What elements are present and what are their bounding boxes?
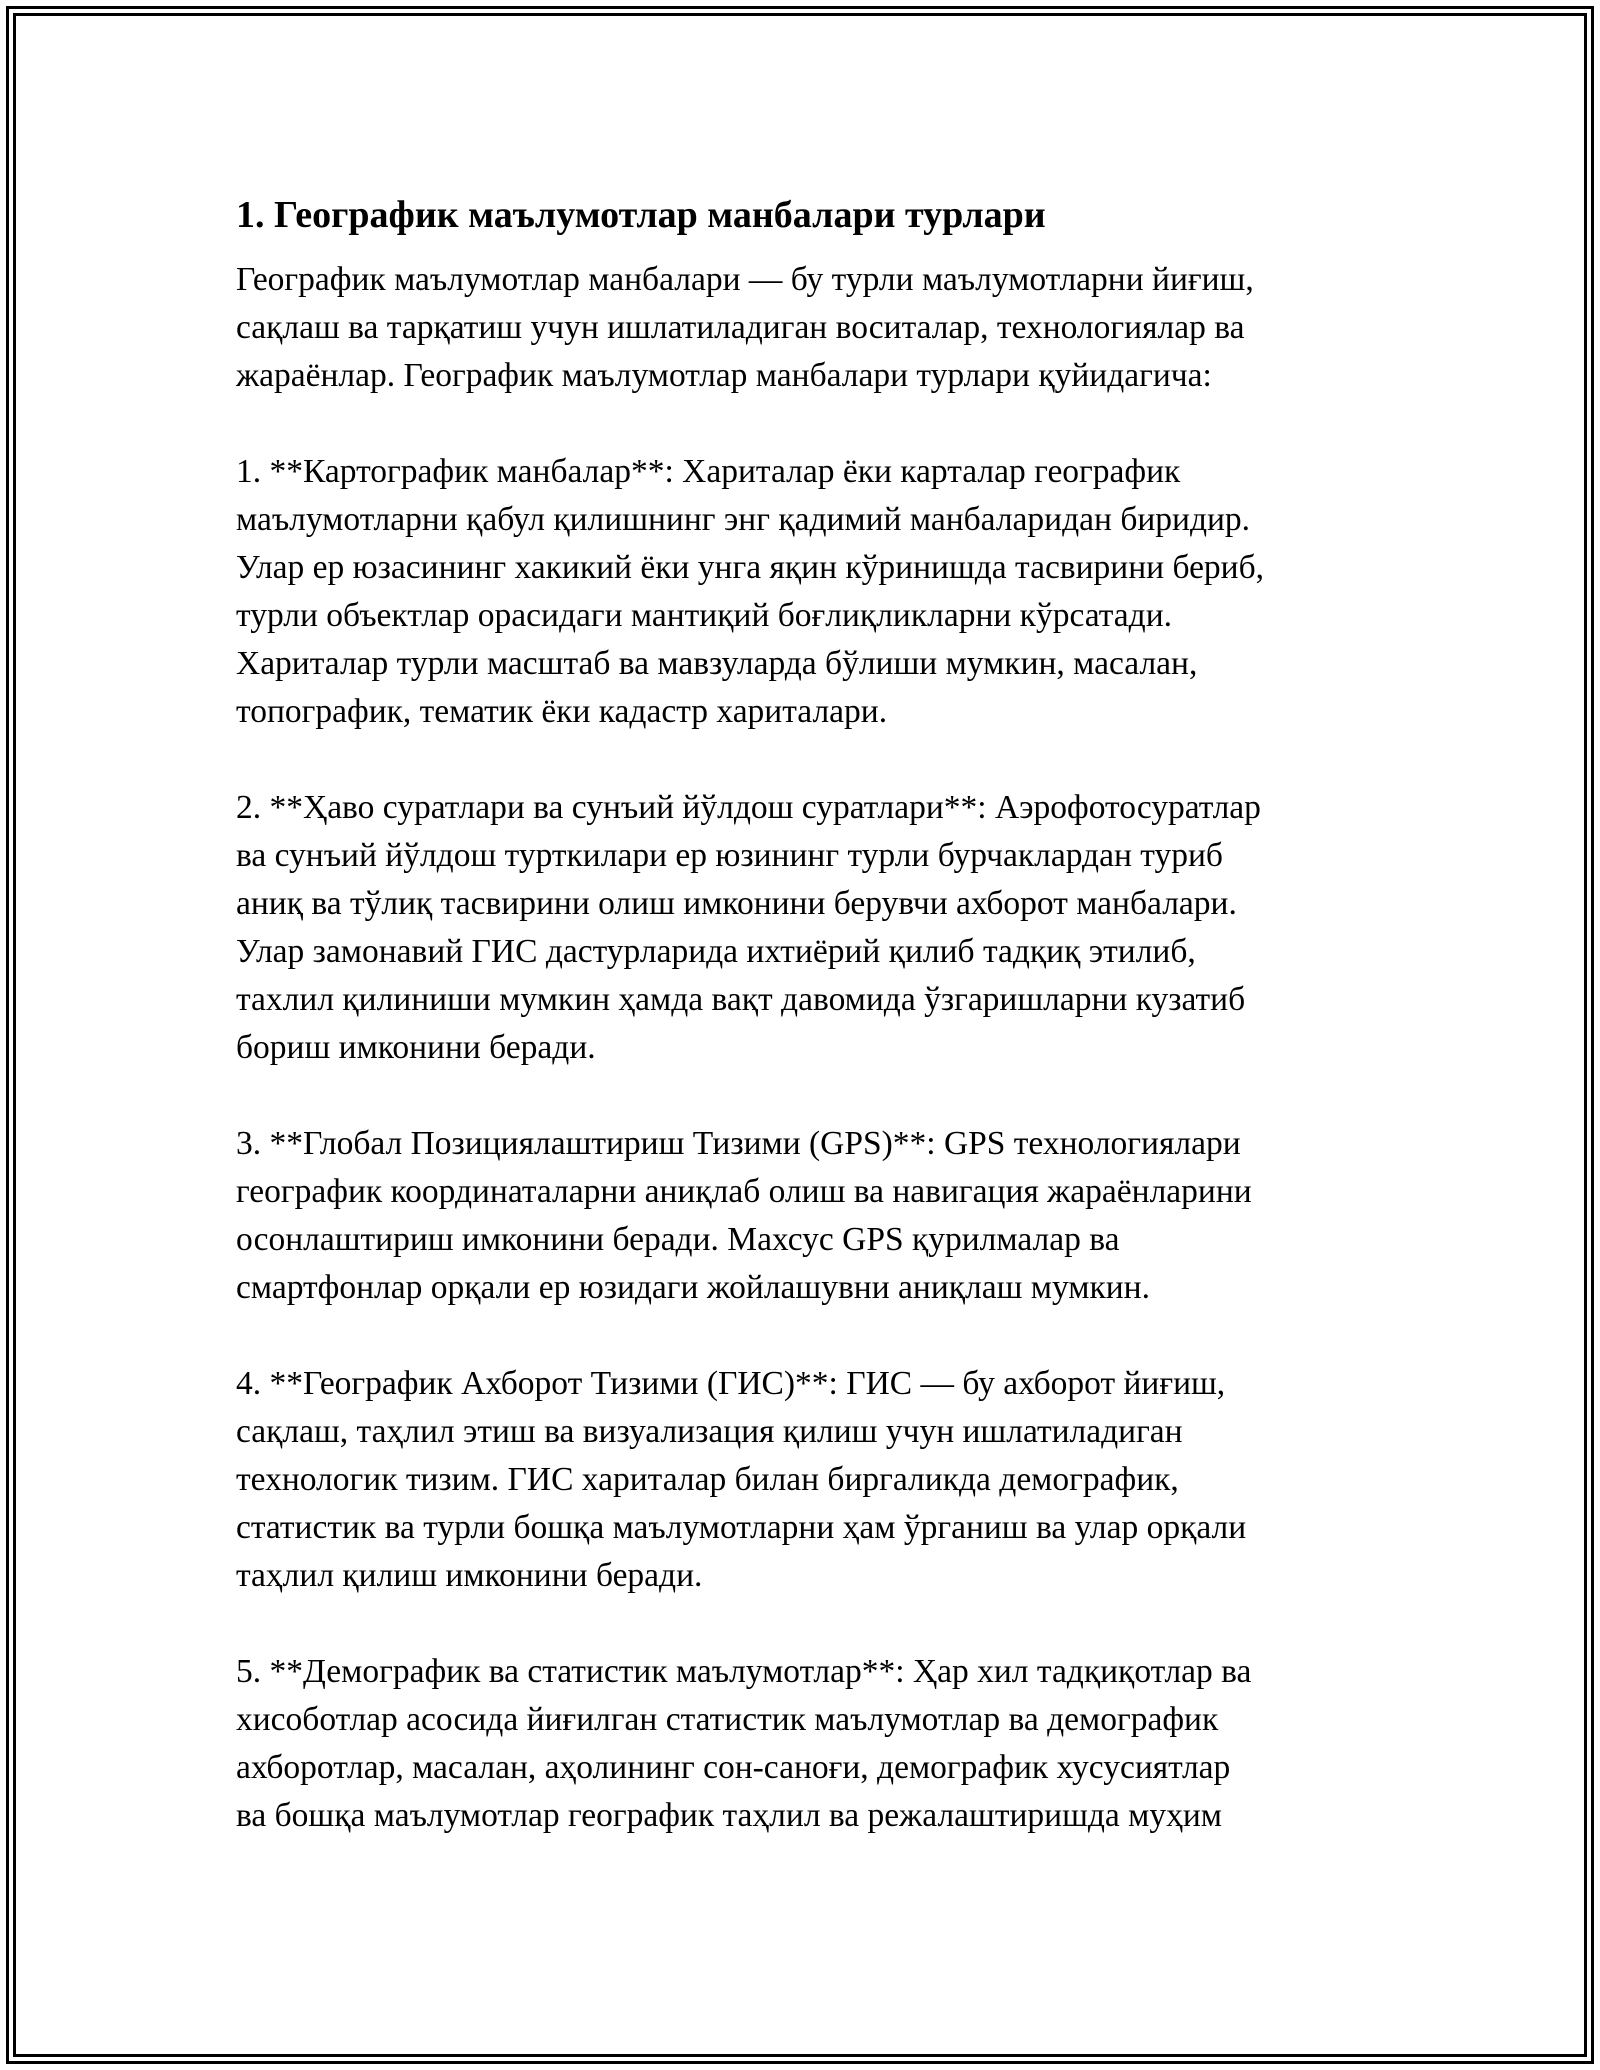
text-line: ахборотлар, масалан, аҳолининг сон-саноғи, демографик хусусиятлар <box>236 1749 1231 1786</box>
text-line: маълумотларни қабул қилишнинг энг қадимий манбаларидан биридир. <box>236 501 1251 538</box>
text-line: турли объектлар орасидаги мантиқий боғлиқликларни кўрсатади. <box>236 597 1173 634</box>
text-line: 4. **Географик Ахборот Тизими (ГИС)**: ГИС — бу ахборот йиғиш, <box>236 1365 1226 1402</box>
text-line: Улар ер юзасининг хакикий ёки унга яқин кўринишда тасвирини бериб, <box>236 549 1265 586</box>
text-line: сақлаш, таҳлил этиш ва визуализация қилиш учун ишлатиладиган <box>236 1413 1183 1450</box>
text-line: ва бошқа маълумотлар географик таҳлил ва режалаштиришда муҳим <box>236 1797 1222 1834</box>
list-item-gps <box>236 1120 1376 1312</box>
text-line: Хариталар турли масштаб ва мавзуларда бўлиши мумкин, масалан, <box>236 645 1198 682</box>
text-line: 3. **Глобал Позициялаштириш Тизими (GPS)**: GPS технологиялари <box>236 1125 1241 1162</box>
text-line: хисоботлар асосида йиғилган статистик маълумотлар ва демографик <box>236 1701 1219 1738</box>
text-line: осонлаштириш имконини беради. Махсус GPS қурилмалар ва <box>236 1221 1120 1258</box>
list-item-gis <box>236 1360 1376 1600</box>
text-line: тахлил қилиниши мумкин ҳамда вақт давомида ўзгаришларни кузатиб <box>236 981 1246 1018</box>
text-line: Географик маълумотлар манбалари — бу турли маълумотларни йиғиш, <box>236 261 1254 298</box>
document-body <box>236 188 1376 1888</box>
list-item-cartographic-sources <box>236 448 1376 736</box>
text-line: аниқ ва тўлиқ тасвирини олиш имконини берувчи ахборот манбалари. <box>236 885 1237 922</box>
text-line: смартфонлар орқали ер юзидаги жойлашувни аниқлаш мумкин. <box>236 1269 1150 1306</box>
intro-paragraph <box>236 256 1376 400</box>
text-line: жараёнлар. Географик маълумотлар манбалари турлари қуйидагича: <box>236 357 1212 394</box>
text-line: сақлаш ва тарқатиш учун ишлатиладиган воситалар, технологиялар ва <box>236 309 1245 346</box>
text-line: таҳлил қилиш имконини беради. <box>236 1557 703 1594</box>
text-line: 1. **Картографик манбалар**: Хариталар ёки карталар географик <box>236 453 1181 490</box>
text-line: бориш имконини беради. <box>236 1029 596 1066</box>
text-line: технологик тизим. ГИС хариталар билан биргаликда демографик, <box>236 1461 1179 1498</box>
section-heading: 1. Географик маълумотлар манбалари турлари <box>236 194 1046 236</box>
list-item-demographic-statistical-data <box>236 1648 1376 1840</box>
text-line: статистик ва турли бошқа маълумотларни ҳам ўрганиш ва улар орқали <box>236 1509 1247 1546</box>
text-line: географик координаталарни аниқлаб олиш ва навигация жараёнларини <box>236 1173 1252 1210</box>
text-line: 2. **Ҳаво суратлари ва сунъий йўлдош суратлари**: Аэрофотосуратлар <box>236 789 1261 826</box>
text-line: 5. **Демографик ва статистик маълумотлар**: Ҳар хил тадқиқотлар ва <box>236 1653 1252 1690</box>
text-line: топографик, тематик ёки кадастр хариталари. <box>236 693 888 730</box>
text-line: Улар замонавий ГИС дастурларида ихтиёрий қилиб тадқиқ этилиб, <box>236 933 1196 970</box>
text-line: ва сунъий йўлдош турткилари ер юзининг турли бурчаклардан туриб <box>236 837 1223 874</box>
list-item-aerial-satellite-imagery <box>236 784 1376 1072</box>
